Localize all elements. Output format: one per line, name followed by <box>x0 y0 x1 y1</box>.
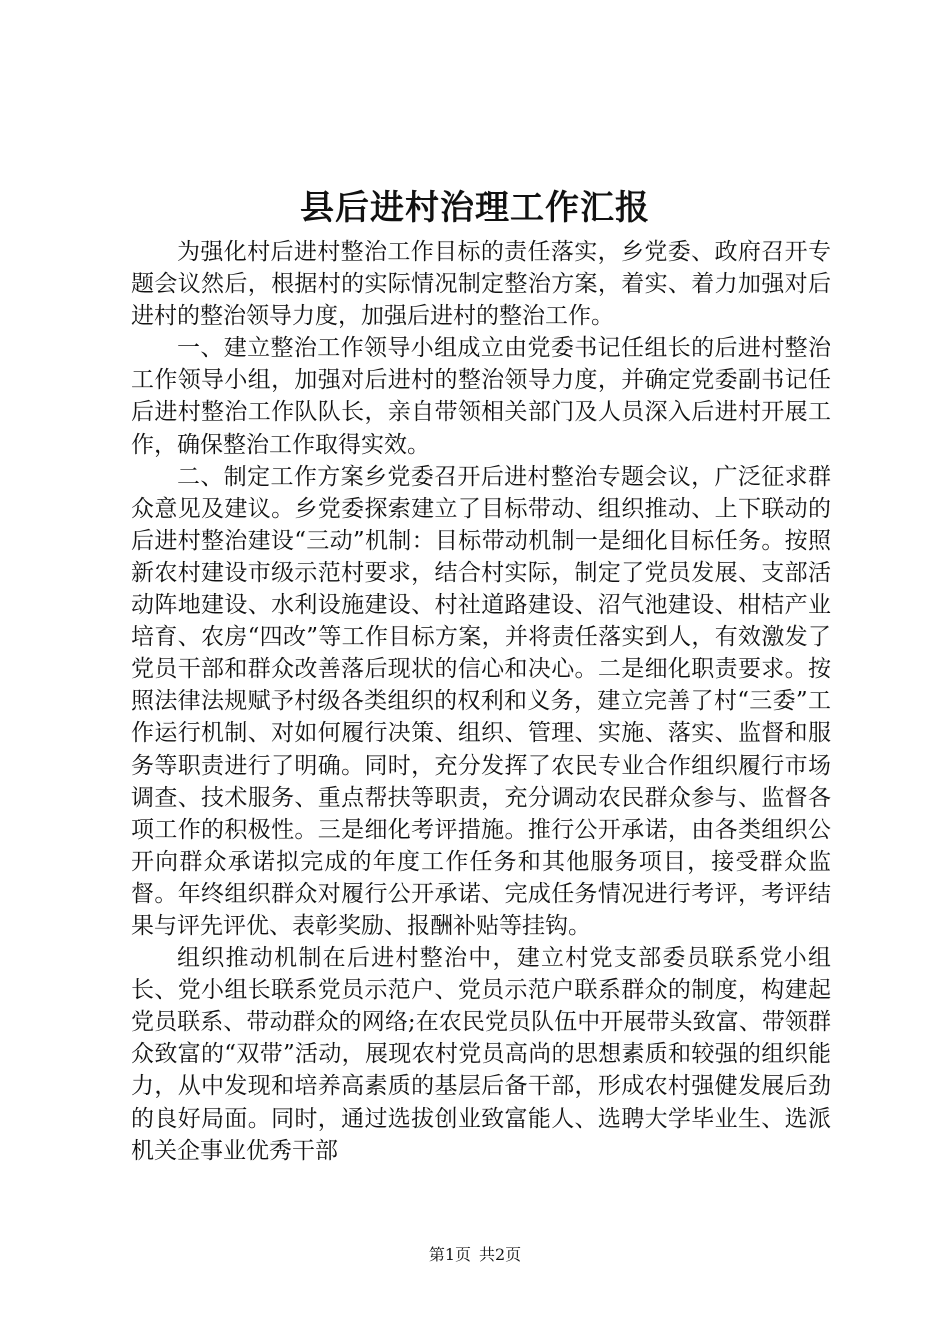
paragraph-section-1: 一、建立整治工作领导小组成立由党委书记任组长的后进村整治工作领导小组，加强对后进村的整治领导力度，并确定党委副书记任后进村整治工作队队长，亲自带领相关部门及人员深入后进村开展工作，确保整治工作取得实效。 <box>131 335 831 458</box>
page-footer <box>0 1243 950 1267</box>
page-number: 第1页 <box>428 1245 471 1264</box>
page-total: 共2页 <box>479 1245 522 1264</box>
paragraph-intro: 为强化村后进村整治工作目标的责任落实，乡党委、政府召开专题会议然后，根据村的实际情况制定整治方案，着实、着力加强对后进村的整治领导力度，加强后进村的整治工作。 <box>131 239 831 330</box>
paragraph-section-2: 二、制定工作方案乡党委召开后进村整治专题会议，广泛征求群众意见及建议。乡党委探索建立了目标带动、组织推动、上下联动的后进村整治建设“三动”机制：目标带动机制一是细化目标任务。按照新农村建设市级示范村要求，结合村实际，制定了党员发展、支部活动阵地建设、水利设施建设、村社道路建设、沼气池建设、柑桔产业培育、农房“四改”等工作目标方案，并将责任落实到人，有效激发了党员干部和群众改善落后现状的信心和决心。二是细化职责要求。按照法律法规赋予村级各类组织的权利和义务，建立完善了村“三委”工作运行机制、对如何履行决策、组织、管理、实施、落实、监督和服务等职责进行了明确。同时，充分发挥了农民专业合作组织履行市场调查、技术服务、重点帮扶等职责，充分调动农民群众参与、监督各项工作的积极性。三是细化考评措施。推行公开承诺，由各类组织公开向群众承诺拟完成的年度工作任务和其他服务项目，接受群众监督。年终组织群众对履行公开承诺、完成任务情况进行考评，考评结果与评先评优、表彰奖励、报酬补贴等挂钩。 <box>131 463 831 939</box>
paragraph-organization-mechanism: 组织推动机制在后进村整治中，建立村党支部委员联系党小组长、党小组长联系党员示范户、党员示范户联系群众的制度，构建起党员联系、带动群众的网络;在农民党员队伍中开展带头致富、带领群众致富的“双带”活动，展现农村党员高尚的思想素质和较强的组织能力，从中发现和培养高素质的基层后备干部，形成农村强健发展后劲的良好局面。同时，通过选拔创业致富能人、选聘大学毕业生、选派机关企事业优秀干部 <box>131 945 831 1164</box>
document-title: 县后进村治理工作汇报 <box>300 188 650 228</box>
document-body <box>131 236 831 1167</box>
